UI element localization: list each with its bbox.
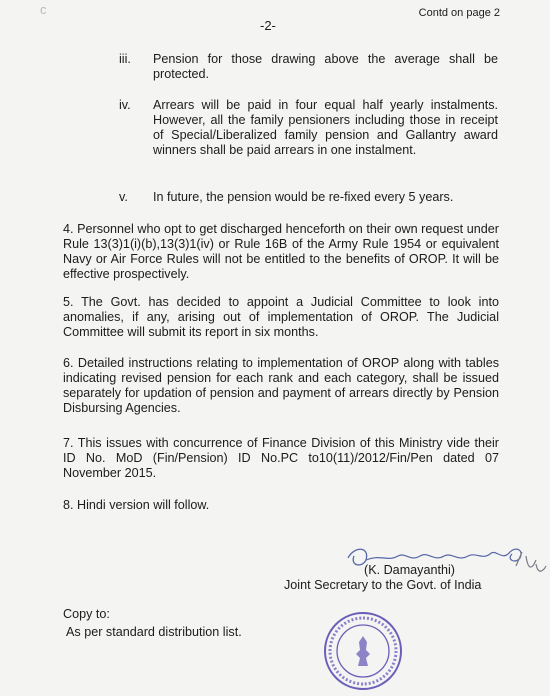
paragraph-6: 6. Detailed instructions relating to implementation of OROP along with tables indicating revised pension for each rank and each category, shall be issued separately for updation of pension and payment of arrears directly by Pension Disbursing Agencies. <box>63 356 499 415</box>
list-item-number: v. <box>119 190 128 204</box>
signatory-name: (K. Damayanthi) <box>364 563 455 577</box>
copy-to-text: As per standard distribution list. <box>66 625 242 639</box>
paragraph-5: 5. The Govt. has decided to appoint a Judicial Committee to look into anomalies, if any, arising out of implementation of OROP. The Judicial Committee will submit its report in six months. <box>63 295 499 339</box>
official-seal <box>322 610 404 692</box>
copy-to-label: Copy to: <box>63 607 110 621</box>
paragraph-7: 7. This issues with concurrence of Finance Division of this Ministry vide their ID No. MoD (Fin/Pension) ID No.PC to10(11)/2012/Fin/Pen dated 07 November 2015. <box>63 436 499 480</box>
list-item-number: iii. <box>119 52 131 66</box>
corner-mark: c <box>40 2 47 17</box>
list-item-text: Pension for those drawing above the average shall be protected. <box>153 52 498 81</box>
page-number: -2- <box>260 18 276 33</box>
paragraph-4: 4. Personnel who opt to get discharged henceforth on their own request under Rule 13(3)1(i)(b),13(3)1(iv) or Rule 16B of the Army Rule 1954 or equivalent Navy or Air Force Rules will not be entitled to the benefits of OROP. It will be effective prospectively. <box>63 222 499 281</box>
paragraph-8: 8. Hindi version will follow. <box>63 498 210 512</box>
list-item-text: In future, the pension would be re-fixed every 5 years. <box>153 190 454 204</box>
list-item-number: iv. <box>119 98 131 112</box>
continuation-note: Contd on page 2 <box>418 7 500 19</box>
list-item-text: Arrears will be paid in four equal half yearly instalments. However, all the family pensioners including those in receipt of Special/Liberalized family pension and Gallantry award winners shall be paid arrears in one instalment. <box>153 98 498 157</box>
signatory-designation: Joint Secretary to the Govt. of India <box>284 578 482 592</box>
